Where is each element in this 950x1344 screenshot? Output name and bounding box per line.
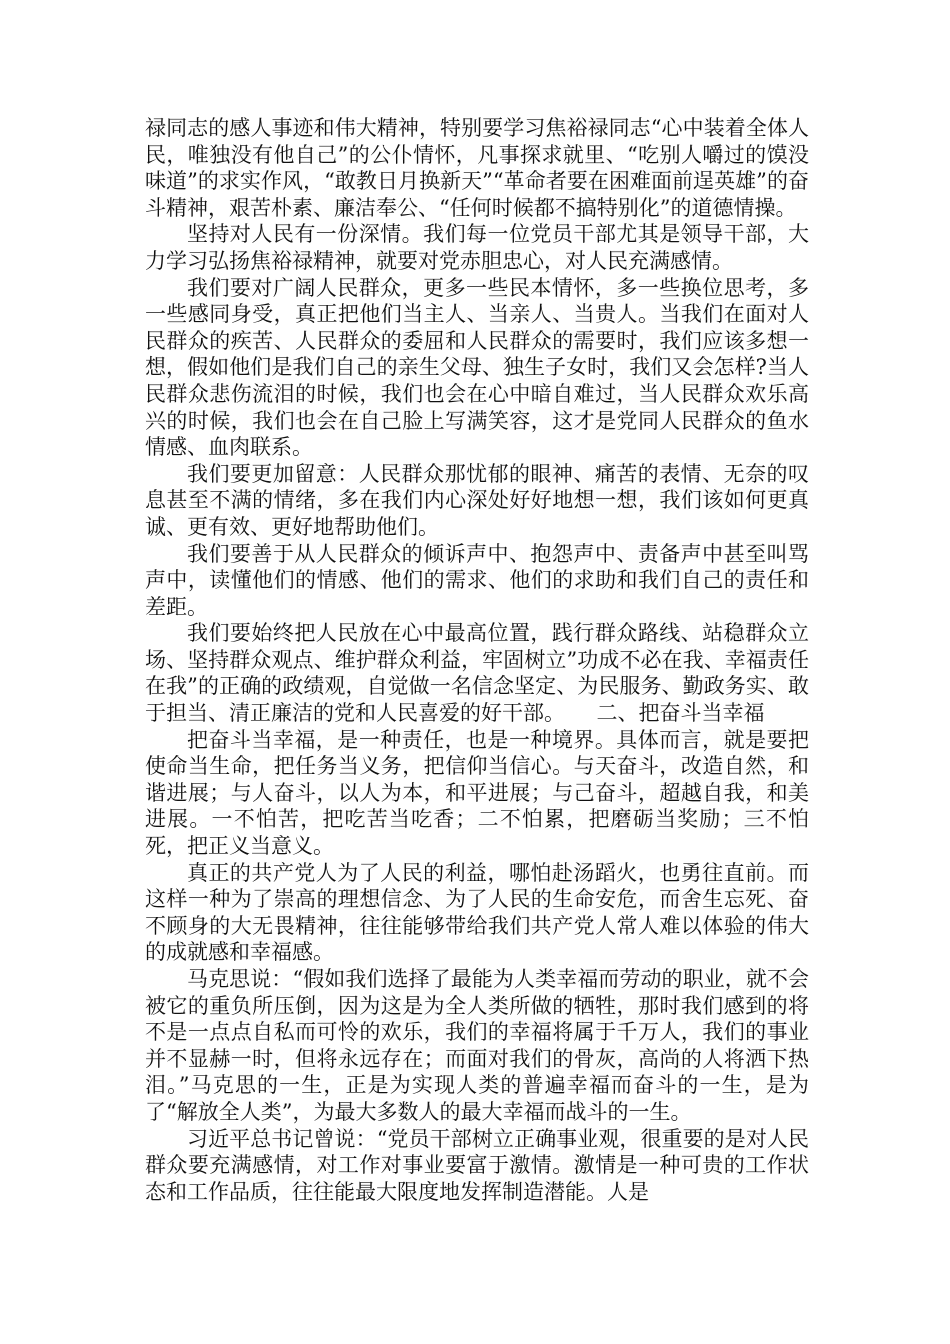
paragraph-9: 马克思说：“假如我们选择了最能为人类幸福而劳动的职业，就不会被它的重负所压倒，因为这是为全人类所做的牺牲，那时我们感到的将不是一点点自私而可怜的欢乐，我们的幸福将属于千万人，我们的事业并不显赫一时，但将永远存在；而面对我们的骨灰，高尚的人将洒下热泪。”马克思的一生，正是为实现人类的普遍幸福而奋斗的一生，是为了“解放全人类”，为最大多数人的最大幸福而战斗的一生。 [145,967,809,1124]
paragraph-1: 禄同志的感人事迹和伟大精神，特别要学习焦裕禄同志“心中装着全体人民，唯独没有他自己”的公仆情怀，凡事探求就里、“吃别人嚼过的馍没味道”的求实作风，“敢教日月换新天”“革命者要在困难面前逞英雄”的奋斗精神，艰苦朴素、廉洁奉公、“任何时候都不搞特别化”的道德情操。 [145,116,809,220]
paragraph-3: 我们要对广阔人民群众，更多一些民本情怀，多一些换位思考，多一些感同身受，真正把他们当主人、当亲人、当贵人。当我们在面对人民群众的疾苦、人民群众的委屈和人民群众的需要时，我们应该多想一想，假如他们是我们自己的亲生父母、独生子女时，我们又会怎样?当人民群众悲伤流泪的时候，我们也会在心中暗自难过，当人民群众欢乐高兴的时候，我们也会在自己脸上写满笑容，这才是党同人民群众的鱼水情感、血肉联系。 [145,275,809,460]
paragraph-10: 习近平总书记曾说：“党员干部树立正确事业观，很重要的是对人民群众要充满感情，对工作对事业要富于激情。激情是一种可贵的工作状态和工作品质，往往能最大限度地发挥制造潜能。人是 [145,1126,809,1204]
paragraph-8: 真正的共产党人为了人民的利益，哪怕赴汤蹈火，也勇往直前。而这样一种为了崇高的理想信念、为了人民的生命安危，而舍生忘死、奋不顾身的大无畏精神，往往能够带给我们共产党人常人难以体验的伟大的成就感和幸福感。 [145,860,809,965]
paragraph-2: 坚持对人民有一份深情。我们每一位党员干部尤其是领导干部，大力学习弘扬焦裕禄精神，就要对党赤胆忠心，对人民充满感情。 [145,222,809,273]
paragraph-4: 我们要更加留意：人民群众那忧郁的眼神、痛苦的表情、无奈的叹息甚至不满的情绪，多在我们内心深处好好地想一想，我们该如何更真诚、更有效、更好地帮助他们。 [145,461,809,539]
paragraph-7: 把奋斗当幸福，是一种责任，也是一种境界。具体而言，就是要把使命当生命，把任务当义务，把信仰当信心。与天奋斗，改造自然，和谐进展；与人奋斗，以人为本，和平进展；与己奋斗，超越自我，和美进展。一不怕苦，把吃苦当吃香；二不怕累，把磨砺当奖励；三不怕死，把正义当意义。 [145,727,809,859]
paragraph-6: 我们要始终把人民放在心中最高位置，践行群众路线、站稳群众立场、坚持群众观点、维护群众利益，牢固树立”功成不必在我、幸福责任在我”的正确的政绩观，自觉做一名信念坚定、为民服务、勤政务实、敢于担当、清正廉洁的党和人民喜爱的好干部。 二、把奋斗当幸福 [145,621,809,726]
paragraph-5: 我们要善于从人民群众的倾诉声中、抱怨声中、责备声中甚至叫骂声中，读懂他们的情感、他们的需求、他们的求助和我们自己的责任和差距。 [145,541,809,619]
document-page [145,115,809,1205]
